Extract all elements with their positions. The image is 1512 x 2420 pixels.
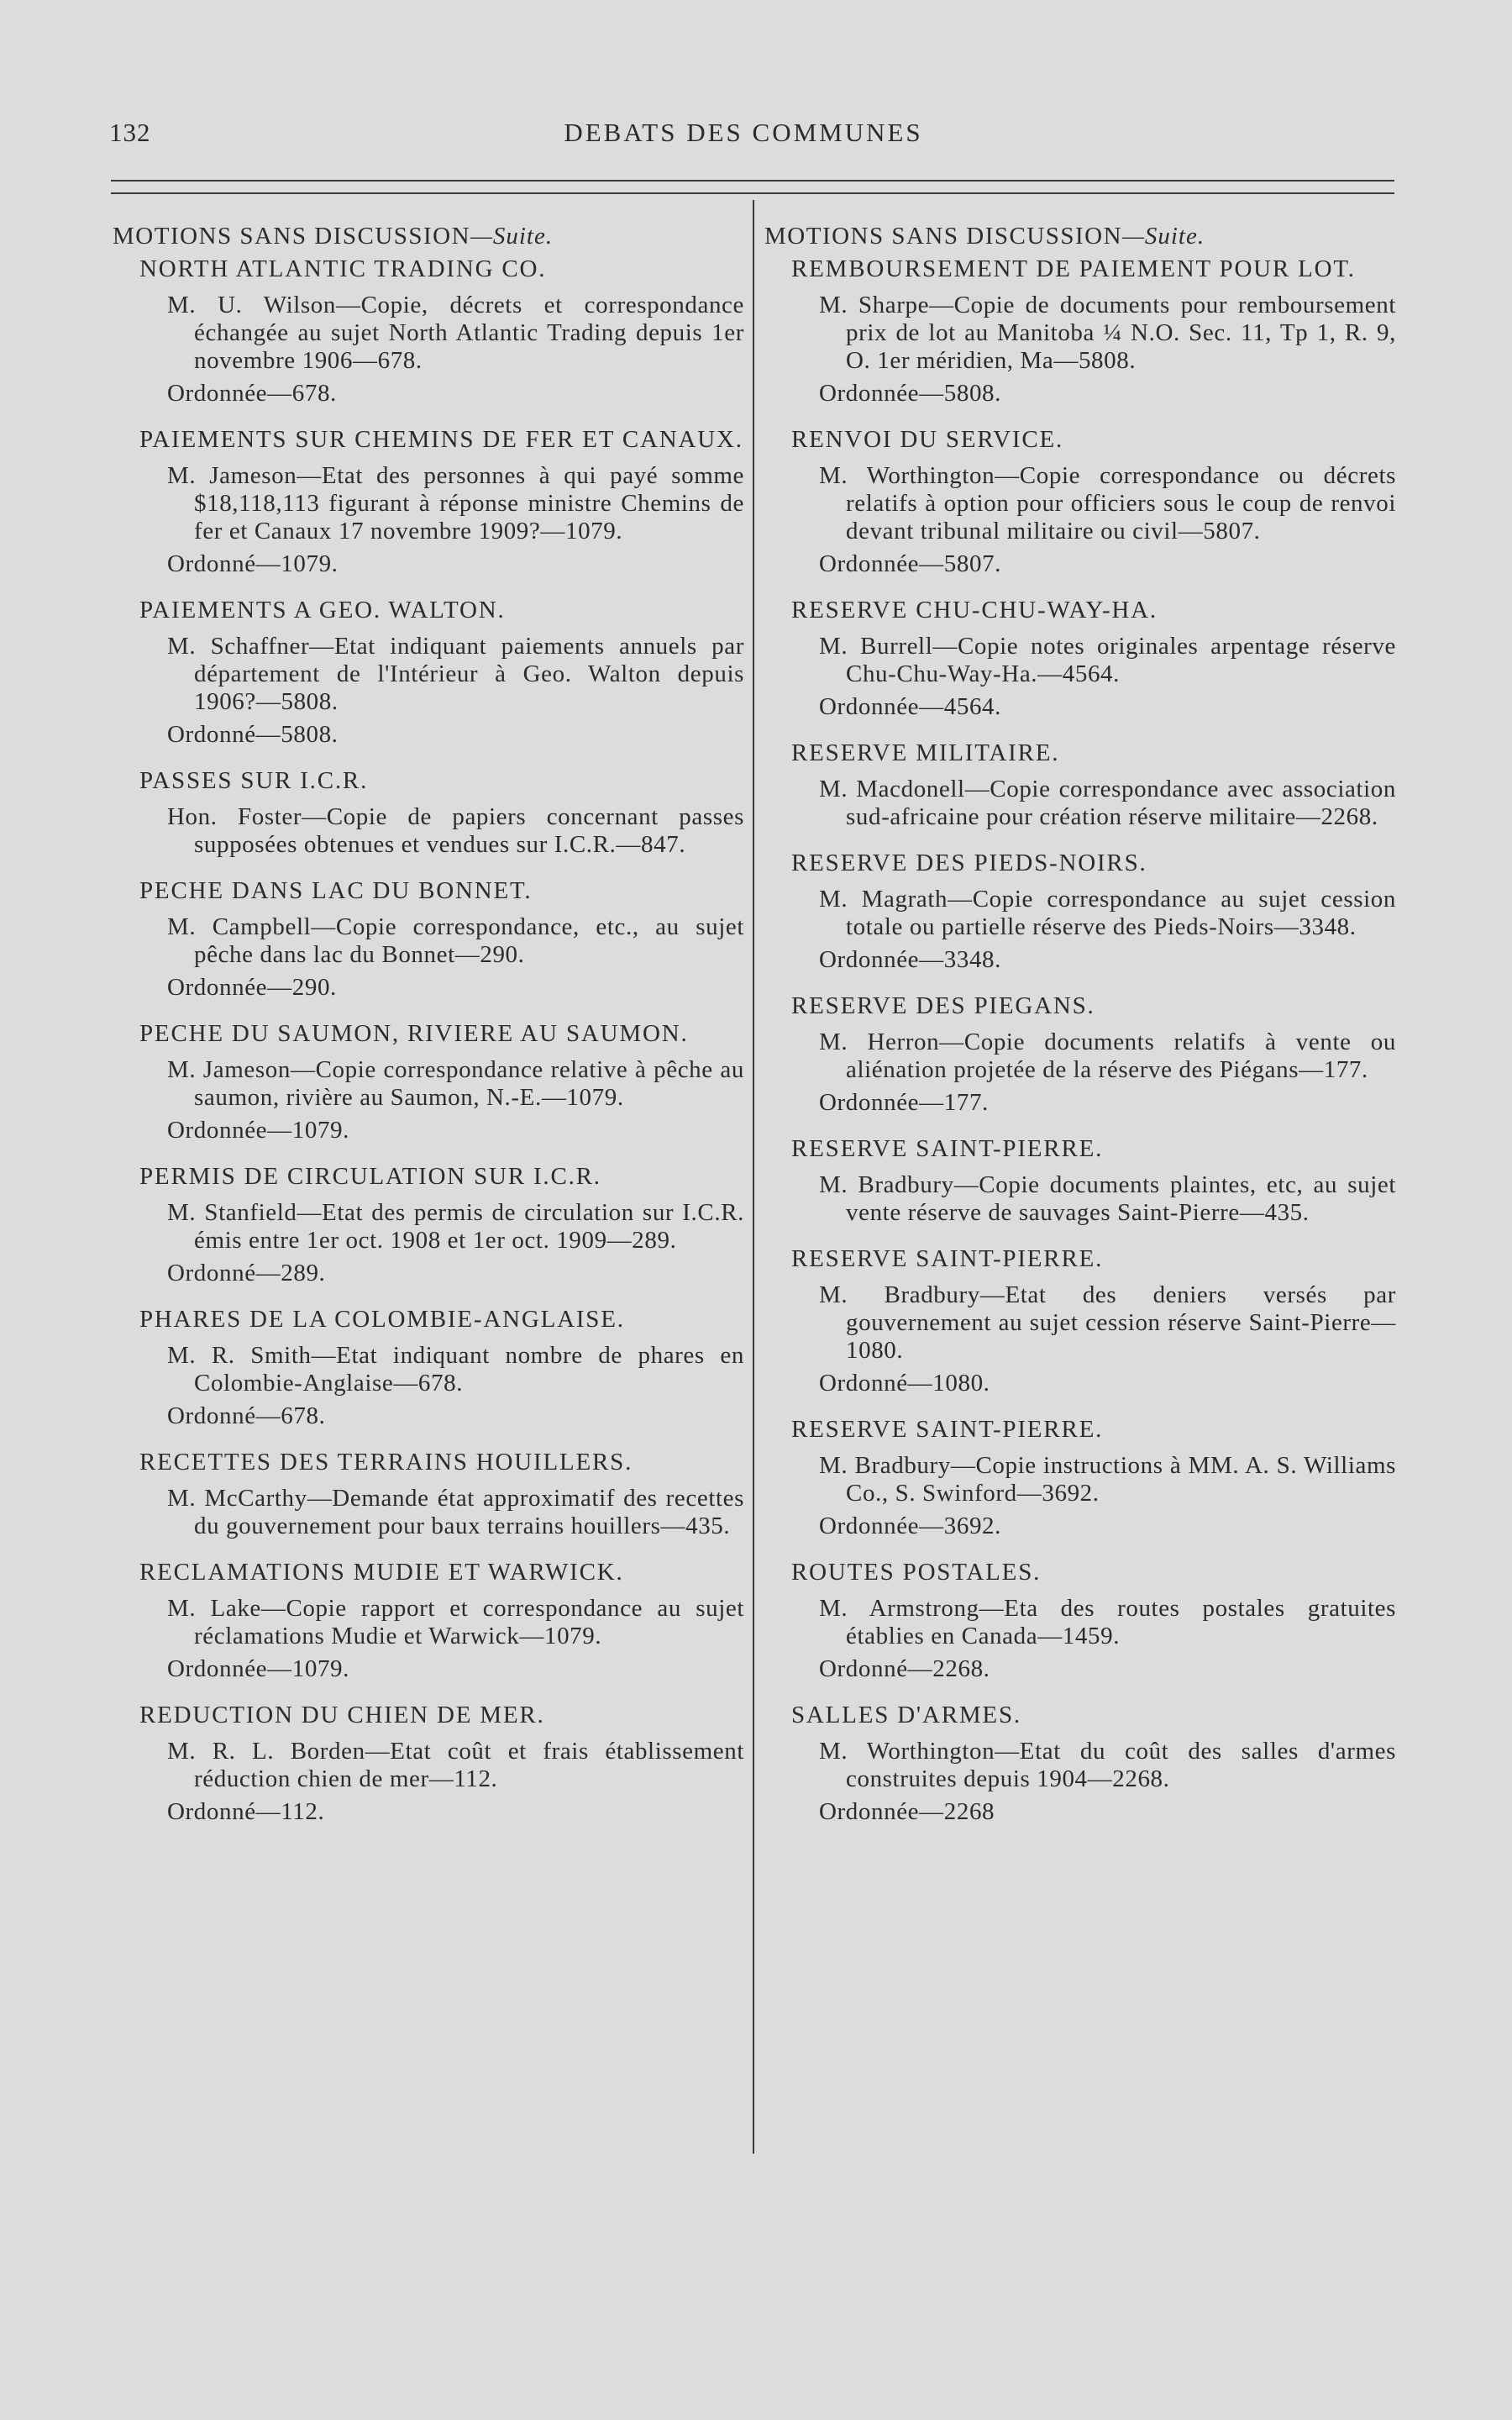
motion-entry [113, 1559, 744, 1683]
entry-heading: RESERVE SAINT-PIERRE. [791, 1245, 1104, 1272]
entry-detail: M. McCarthy—Demande état approximatif des recettes du gouvernement pour baux terrains houillers—435. [167, 1485, 744, 1539]
entry-list [764, 255, 1396, 1826]
entry-order: Ordonnée—5808. [819, 380, 1001, 407]
entry-detail: M. Jameson—Etat des personnes à qui payé somme $18,118,113 figurant à réponse ministre Chemins de fer et Canaux 17 novembre 1909?—1079. [167, 462, 744, 544]
entry-heading: ROUTES POSTALES. [791, 1559, 1042, 1586]
entry-heading: RECETTES DES TERRAINS HOUILLERS. [139, 1449, 633, 1476]
motion-entry [113, 597, 744, 749]
entry-order: Ordonné—678. [167, 1402, 326, 1429]
entry-order: Ordonnée—290. [167, 974, 337, 1001]
entry-detail: M. Herron—Copie documents relatifs à vente ou aliénation projetée de la réserve des Piégans—177. [819, 1028, 1396, 1083]
motion-entry [764, 739, 1396, 831]
entry-heading: RESERVE DES PIEDS-NOIRS. [791, 850, 1147, 876]
entry-detail: M. Worthington—Etat du coût des salles d'armes construites depuis 1904—2268. [819, 1738, 1396, 1792]
entry-detail: M. Burrell—Copie notes originales arpentage réserve Chu-Chu-Way-Ha.—4564. [819, 633, 1396, 687]
entry-detail: M. Sharpe—Copie de documents pour remboursement prix de lot au Manitoba ¼ N.O. Sec. 11, Tp 1, R. 9, O. 1er méridien, Ma—5808. [819, 292, 1396, 374]
motion-entry [113, 1702, 744, 1826]
column-header [764, 223, 1396, 250]
entry-detail: M. Armstrong—Eta des routes postales gratuites établies en Canada—1459. [819, 1595, 1396, 1649]
column-header-text: MOTIONS SANS DISCUSSION [113, 223, 471, 250]
entry-heading: RESERVE MILITAIRE. [791, 739, 1060, 766]
entry-order: Ordonnée—3348. [819, 946, 1001, 973]
entry-order: Ordonnée—5807. [819, 550, 1001, 577]
motion-entry [113, 426, 744, 578]
entry-order: Ordonné—112. [167, 1798, 325, 1825]
entry-order: Ordonnée—177. [819, 1089, 989, 1116]
column-divider [753, 200, 754, 2154]
entry-detail: M. Campbell—Copie correspondance, etc., au sujet pêche dans lac du Bonnet—290. [167, 913, 744, 968]
entry-detail: M. Bradbury—Copie documents plaintes, etc, au sujet vente réserve de sauvages Saint-Pierre—435. [819, 1171, 1396, 1226]
motion-entry [764, 1245, 1396, 1397]
entry-order: Ordonné—1079. [167, 550, 339, 577]
entry-detail: M. Macdonell—Copie correspondance avec association sud-africaine pour création réserve militaire—2268. [819, 776, 1396, 830]
motion-entry [113, 255, 744, 408]
column-header-suffix: —Suite. [470, 223, 554, 250]
entry-heading: REDUCTION DU CHIEN DE MER. [139, 1702, 545, 1728]
header-rule-bottom [111, 192, 1394, 194]
motion-entry [113, 1306, 744, 1430]
motion-entry [764, 255, 1396, 408]
motion-entry [764, 1702, 1396, 1826]
entry-heading: RESERVE SAINT-PIERRE. [791, 1135, 1104, 1162]
right-column [764, 223, 1396, 1826]
entry-heading: PASSES SUR I.C.R. [139, 767, 369, 794]
entry-heading: SALLES D'ARMES. [791, 1702, 1021, 1728]
entry-order: Ordonné—289. [167, 1260, 326, 1286]
entry-heading: PHARES DE LA COLOMBIE-ANGLAISE. [139, 1306, 625, 1333]
motion-entry [764, 426, 1396, 578]
entry-detail: M. U. Wilson—Copie, décrets et correspondance échangée au sujet North Atlantic Trading depuis 1er novembre 1906—678. [167, 292, 744, 374]
entry-detail: M. Worthington—Copie correspondance ou décrets relatifs à option pour officiers sous le coup de renvoi devant tribunal militaire ou civil—5807. [819, 462, 1396, 544]
entry-heading: REMBOURSEMENT DE PAIEMENT POUR LOT. [791, 255, 1356, 282]
entry-heading: PAIEMENTS A GEO. WALTON. [139, 597, 506, 623]
motion-entry [764, 1135, 1396, 1227]
entry-heading: RECLAMATIONS MUDIE ET WARWICK. [139, 1559, 624, 1586]
entry-heading: RENVOI DU SERVICE. [791, 426, 1064, 453]
entry-detail: M. Lake—Copie rapport et correspondance au sujet réclamations Mudie et Warwick—1079. [167, 1595, 744, 1649]
entry-list [113, 255, 744, 1826]
motion-entry [113, 767, 744, 859]
entry-order: Ordonnée—1079. [167, 1655, 349, 1682]
entry-order: Ordonné—1080. [819, 1370, 990, 1397]
motion-entry [764, 1559, 1396, 1683]
entry-order: Ordonné—2268. [819, 1655, 990, 1682]
entry-heading: PECHE DU SAUMON, RIVIERE AU SAUMON. [139, 1020, 689, 1047]
entry-order: Ordonnée—678. [167, 380, 337, 407]
entry-heading: RESERVE SAINT-PIERRE. [791, 1416, 1104, 1443]
left-column [113, 223, 744, 1826]
entry-order: Ordonnée—4564. [819, 693, 1001, 720]
entry-order: Ordonnée—3692. [819, 1512, 1001, 1539]
column-header-text: MOTIONS SANS DISCUSSION [764, 223, 1123, 250]
entry-order: Ordonné—5808. [167, 721, 339, 748]
entry-detail: M. Schaffner—Etat indiquant paiements annuels par département de l'Intérieur à Geo. Walton depuis 1906?—5808. [167, 633, 744, 715]
running-head: DEBATS DES COMMUNES [564, 118, 923, 147]
entry-heading: PECHE DANS LAC DU BONNET. [139, 877, 533, 904]
motion-entry [113, 1449, 744, 1540]
entry-detail: M. Bradbury—Copie instructions à MM. A. S. Williams Co., S. Swinford—3692. [819, 1452, 1396, 1507]
entry-detail: Hon. Foster—Copie de papiers concernant passes supposées obtenues et vendues sur I.C.R.—847. [167, 803, 744, 858]
entry-detail: M. Magrath—Copie correspondance au sujet cession totale ou partielle réserve des Pieds-Noirs—3348. [819, 886, 1396, 940]
motion-entry [764, 597, 1396, 721]
entry-detail: M. Jameson—Copie correspondance relative à pêche au saumon, rivière au Saumon, N.-E.—1079. [167, 1056, 744, 1111]
motion-entry [113, 1163, 744, 1287]
entry-detail: M. R. Smith—Etat indiquant nombre de phares en Colombie-Anglaise—678. [167, 1342, 744, 1397]
entry-heading: NORTH ATLANTIC TRADING CO. [139, 255, 547, 282]
entry-detail: M. Stanfield—Etat des permis de circulation sur I.C.R. émis entre 1er oct. 1908 et 1er oct. 1909—289. [167, 1199, 744, 1254]
entry-heading: RESERVE DES PIEGANS. [791, 992, 1095, 1019]
column-header-suffix: —Suite. [1122, 223, 1205, 250]
entry-heading: RESERVE CHU-CHU-WAY-HA. [791, 597, 1158, 623]
entry-detail: M. Bradbury—Etat des deniers versés par gouvernement au sujet cession réserve Saint-Pierre—1080. [819, 1281, 1396, 1364]
entry-order: Ordonnée—2268 [819, 1798, 995, 1825]
header-rule-top [111, 180, 1394, 182]
entry-heading: PERMIS DE CIRCULATION SUR I.C.R. [139, 1163, 601, 1190]
entry-heading: PAIEMENTS SUR CHEMINS DE FER ET CANAUX. [139, 426, 743, 453]
motion-entry [113, 1020, 744, 1144]
motion-entry [764, 850, 1396, 974]
motion-entry [764, 1416, 1396, 1540]
column-header [113, 223, 744, 250]
entry-detail: M. R. L. Borden—Etat coût et frais établissement réduction chien de mer—112. [167, 1738, 744, 1792]
page-number: 132 [109, 118, 151, 147]
motion-entry [113, 877, 744, 1002]
motion-entry [764, 992, 1396, 1117]
entry-order: Ordonnée—1079. [167, 1117, 349, 1144]
